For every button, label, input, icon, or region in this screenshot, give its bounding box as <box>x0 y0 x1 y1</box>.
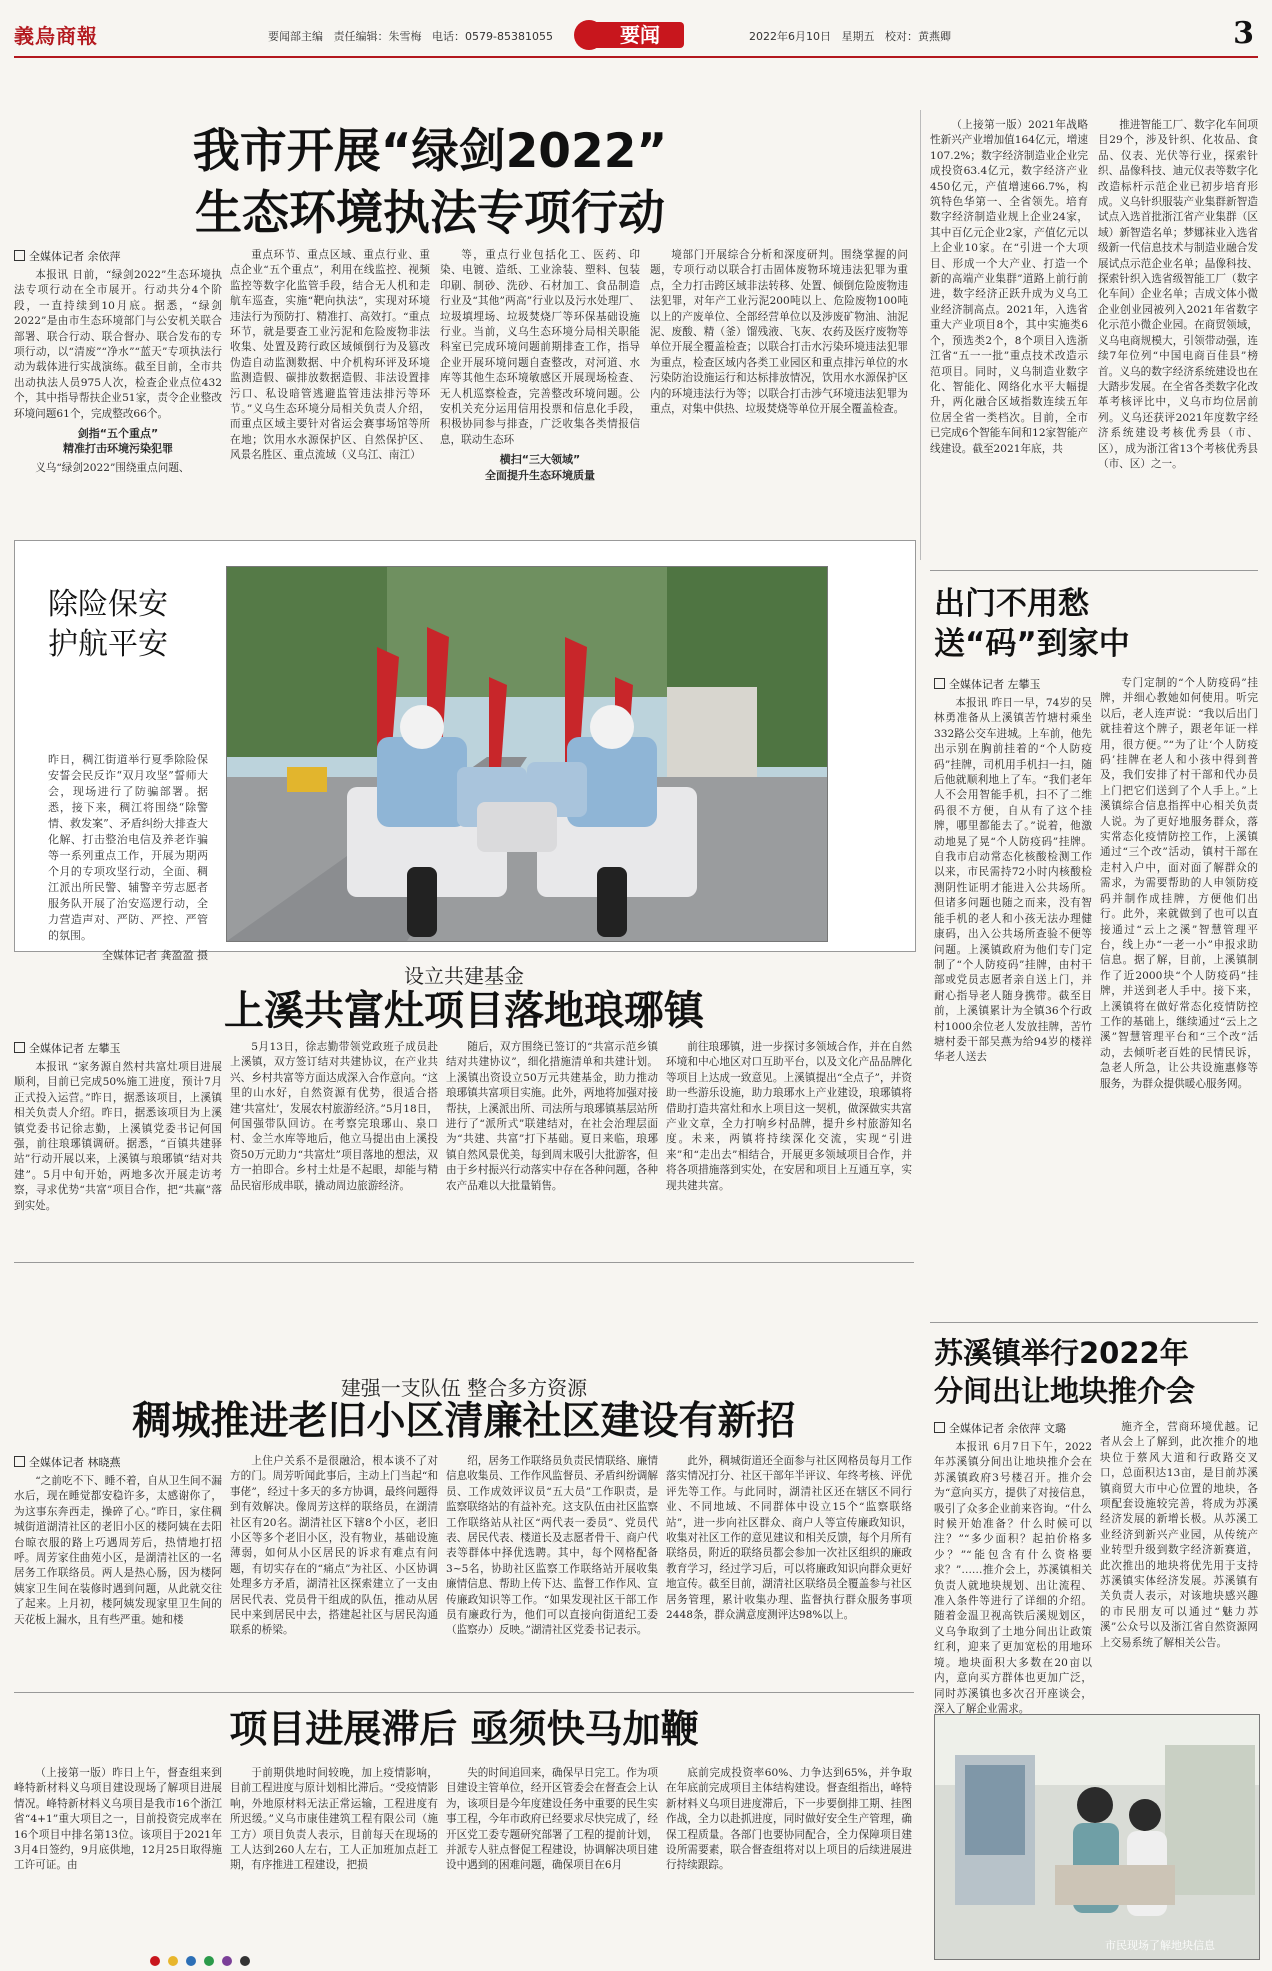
article6-title: 项目进展滞后 亟须快马加鞭 <box>229 1707 699 1751</box>
police-motorcade-photo <box>226 566 828 942</box>
article1-col3-text: 等，重点行业包括化工、医药、印染、电镀、造纸、工业涂装、塑料、包装印刷、制砂、洗砂、石材加工、食品制造行业及“其他”两高”行业以及污水处理厂、垃圾填埋场、垃圾焚烧厂等环保基础设施行业。当前，义乌生态环境分局相关职能科室已完成环境问题前期排查工作，指导企业开展环境问题自查整改，对河道、水库等其他生态环境敏感区开展现场检查、无人机巡察检查，完善整改环境问题。公安机关充分运用信用投票和信息化手段，积极协同参与排查，广泛收集各类情报信息，联动生态环 <box>440 249 640 446</box>
footer-decoration <box>150 1951 1124 1965</box>
article5-byline: 全媒体记者 林晓燕 <box>14 1454 121 1470</box>
article5-title: 稠城推进老旧小区清廉社区建设有新招 <box>132 1399 796 1444</box>
article3-byline: 全媒体记者 左攀玉 <box>14 1040 121 1056</box>
photo-caption-title-line1: 除险保安 <box>48 587 168 622</box>
article6-col2-text: 于前期供地时间较晚，加上疫情影响，目前工程进度与原计划相比滞后。“受疫情影响，外地原材料无法正常运输，工程进度有所迟缓。”义乌市康佳建筑工程有限公司（施工方）项目负责人表示，目前每天在现场的工人达到260人左右，工人正加班加点赶工期，有序推进工程建设，把损 <box>230 1767 438 1872</box>
article6-col3-text: 失的时间追回来，确保早日完工。作为项目建设主管单位，经开区管委会在督查会上认为，该项目是今年度建设任务中重要的民生实事工程，今年市政府已经要求尽快完成了，经开区党工委专题研究部署了工程的提前计划，并派专人驻点督促工程建设，协调解决项目建设中遇到的困难问题，确保项目在6月 <box>446 1767 658 1872</box>
article3-col4-text: 前往琅琊镇，进一步探讨多领域合作，并在自然环境和中心地区对口互助平台，以及文化产品品牌化等项目上达成一致意见。上溪镇提出“全点子”，并资助一些游乐设施，助力琅琊水上产业建设，琅琊镇将借助打造共富灶和水上项目这一契机，做深做实共富产业文章，全力打响乡村品牌，提升乡村旅游知名度。未来，两镇将持续深化交流，实现“引进来”和“走出去”相结合，开展更多领域项目合作，并将各项措施落到实处，在安居和项目上互通互享，实现共建共富。 <box>666 1041 912 1192</box>
article1-title-line1: 我市开展“绿剑2022” <box>192 124 668 179</box>
article1-col1-text: 本报讯 日前，“绿剑2022”生态环境执法专项行动在全市展开。行动共分4个阶段，一直持续到10月底。据悉，“绿剑2022”是由市生态环境部门与公安机关联合部署、联合行动、联合督办、联合发布的专项行动，以“清废”“净水”“蓝天”专项执法行动为载体进行实战演练。截至目前，全市共出动执法人员975人次，检查企业点位432个，其中指导帮扶企业51家，责令企业整改环境问题61个，完成整改66个。 <box>14 269 222 420</box>
issue-date: 2022年6月10日 <box>749 30 831 43</box>
section-divider <box>14 1692 914 1693</box>
article4-col1-text: 本报讯 6月7日下午，2022年苏溪镇分间出让地块推介会在苏溪镇政府3号楼召开。推介会为“意向买方，提供了对接信息，吸引了众多企业前来咨询。“什么时候开始准备？什么时候可以注？”“多少面积？起拍价格多少？”“能包含有什么资格要求？”……推介会上，苏溪镇相关负责人就地块规划、出让流程、准入条件等进行了详细的介绍。随着金温卫视高铁后溪规划区，义乌争取到了土地分间出让政策红利，迎来了更加宽松的用地环境。地块面积大多数在20亩以内，意向买方群体也更加广泛，同时苏溪镇也多次召开座谈会，深入了解企业需求。 <box>934 1441 1092 1715</box>
footer-dot <box>186 1956 196 1966</box>
section-divider <box>930 570 1258 571</box>
land-promotion-illustration <box>935 1715 1259 1959</box>
proofreader: 校对：黄燕卿 <box>885 30 951 43</box>
article2-headline <box>934 584 1130 664</box>
article4-col1 <box>934 1440 1092 1715</box>
article3-kicker: 设立共建基金 <box>404 964 524 988</box>
article1-col2-text: 重点环节、重点区域、重点行业、重点企业“五个重点”，利用在线监控、视频监控等数字化监管手段，结合无人机和走航车巡查，实施“靶向执法”，实现对环境违法行为预防打、精准打、高效打。“重点环节，就是要查工业污泥和危险废物非法收集、处置及跨行政区域倾倒行为及篡改伪造自动监测数据、中介机构环评及环境监测造假、碳排放数据造假、非法设置排污口、私设暗管逃避监管违法排污等环节。”义乌生态环境分局相关负责人介绍，而重点区域主要针对省运会赛事场馆等所在地；饮用水水源保护区、自然保护区、风景名胜区、重点流域（义乌江、南江） <box>230 249 430 462</box>
article5-col4 <box>666 1454 912 1674</box>
photo-caption-body: 昨日，稠江街道举行夏季除险保安誓会民反诈“双月攻坚”誓师大会，现场进行了防骗部署。据悉，接下来，稠江将围绕“除警情、救发案”、矛盾纠纷大排查大化解、打击整治电信及养老诈骗等一系列重点工作，开展为期两个月的专项攻坚行动，全面、稠江派出所民警、辅警辛劳志愿者服务队开展了治安巡逻行动，全力营造声对、严防、严控、严管的氛围。 <box>48 753 208 942</box>
phone: 电话：0579-85381055 <box>432 30 553 43</box>
article3-col2-text: 5月13日，徐志勤带领党政班子成员赴上溪镇，双方签订结对共建协议，在产业共兴、乡村共富等方面达成深入合作意向。“这里的山水好，自然资源有优势，很适合搭建‘共富灶’，发展农村旅游经济。”5月18日，何国强带队回访。在考察完琅琊山、泉口村、金兰水库等地后，他立马提出由上溪投资50万元助力“共富灶”项目落地的想法，双方一拍即合。乡村土灶是不起眼，却能与精品民宿形成串联，撬动周边旅游经济。 <box>230 1041 438 1192</box>
footer-dot <box>168 1956 178 1966</box>
footer-dot <box>204 1956 214 1966</box>
article1-col3 <box>440 248 640 506</box>
article2-col2 <box>1100 676 1258 1314</box>
article1-title-line2: 生态环境执法专项行动 <box>195 186 665 242</box>
bottom-photo-caption: 市民现场了解地块信息 <box>1105 1939 1215 1952</box>
article2-col2-text: 专门定制的“个人防疫码”挂牌，并细心教她如何使用。听完以后，老人连声说：“我以后出门就挂着这个牌子，跟老年证一样用，很方便。”“为了让‘个人防疫码’挂牌在老人和小孩中得到普及，我们安排了村干部和代办员上门把它们送到了个人手上。”上溪镇综合信息指挥中心相关负责人说。为了更好地服务群众，落实常态化疫情防控工作，上溪镇通过“三个改”活动，镇村干部在走村入户中，面对面了解群众的需求，为需要帮助的人申领防疫码并制作成挂牌，方便他们出行。此外，来就做到了也可以直接通过“云上之溪”智慧管理平台，线上办“一老一小”申报求助信息。据了解，目前，上溪镇制作了近2000块“个人防疫码”挂牌，并送到老人手中。接下来，上溪镇将在做好常态化疫情防控工作的基础上，继续通过“云上之溪”智慧管理平台和“三个改”活动，去倾听老百姓的民情民诉，急老人所急，让公共设施惠修等服务，为群众提供暖心服务网。 <box>1100 677 1258 1090</box>
article4-col2 <box>1100 1420 1258 1700</box>
article1-col1 <box>14 268 222 504</box>
article1-byline: 全媒体记者 余依萍 <box>14 248 121 264</box>
article2-title-line2: 送“码”到家中 <box>934 626 1130 662</box>
article6-col1-text: （上接第一版）昨日上午，督查组来到峰特新材料义乌项目建设现场了解项目进展情况。峰特新材料义乌项目是我市16个浙江省“4+1”重大项目之一，目前投资完成率在16个项目中排名第13位。该项目于2021年3月4日签约，9月底供地，12月25日取得施工许可证。由 <box>14 1767 222 1872</box>
article2-title-line1: 出门不用愁 <box>934 586 1089 622</box>
land-promotion-photo <box>934 1714 1260 1960</box>
article6-col1 <box>14 1766 222 1942</box>
footer-dot <box>150 1956 160 1966</box>
article5-kicker: 建强一支队伍 整合多方资源 <box>340 1376 588 1400</box>
article3-col2 <box>230 1040 438 1250</box>
photo-caption-title <box>48 585 168 665</box>
page-number: 3 <box>1233 16 1254 51</box>
issue-weekday: 星期五 <box>841 30 875 43</box>
issue-info <box>749 28 951 44</box>
article1-col4-text: 境部门开展综合分析和深度研判。围绕掌握的问题，专项行动以联合打击固体废物环境违法犯罪为重点，全力打击跨区域非法转移、处置、倾倒危险废物违法犯罪，对年产工业污泥200吨以上、危险废物100吨以上的产废单位、全部经营单位以及涉废矿物油、油泥泥、废酸、精（釜）馏残液、飞灰、农药及医疗废物等单位开展全覆盖检查；以联合打击水污染环境违法犯罪为重点，检查区域内各类工业园区和重点排污单位的水污染防治设施运行和达标排放情况，饮用水水源保护区内的环境违法行为等；以联合打击涉气环境违法犯罪为重点，对集中供热、垃圾焚烧等单位开展全覆盖检查。 <box>650 249 908 416</box>
section-label: 要闻 <box>596 22 684 48</box>
article1-col4 <box>650 248 908 506</box>
article3-col3 <box>446 1040 658 1250</box>
article3-col1 <box>14 1060 222 1250</box>
article1-sub1: 剑指“五个重点” 精准打击环境污染犯罪 <box>63 427 173 456</box>
section-divider <box>14 1262 914 1263</box>
article1-col1b-text: 义乌“绿剑2022”围绕重点问题、 <box>35 461 190 474</box>
footer-dot <box>240 1956 250 1966</box>
article4-col2-text: 施齐全，营商环境优越。记者从会上了解到，此次推介的地块位于蔡风大道和行政路交叉口，总面积达13亩，是目前苏溪镇商贸大市中心位置的地块，各项配套设施较完善，将成为苏溪经济发展的新增长极。从苏溪工业经济到新兴产业园，从传统产业转型升级到数字经济新赛道，此次推出的地块将优先用于支持苏溪镇实体经济发展。苏溪镇有关负责人表示，对该地块感兴趣的市民朋友可以通过“魅力苏溪”公众号以及浙江省自然资源网上交易系统了解相关公告。 <box>1100 1421 1258 1649</box>
duty-editor: 责任编辑：朱雪梅 <box>333 30 422 43</box>
article3-col1-text: 本报讯 “家务源自然村共富灶项目进展顺利，目前已完成50%施工进度，预计7月正式投入运营。”昨日，据悉该项目，上溪镇相关负责人介绍。昨日，据悉该项目为上溪镇党委书记徐志勤，上溪镇党委书记何国强，前往琅琊镇调研。据悉，“百镇共建驿站”行动开展以来，上溪镇与琅琊镇“结对共建”。5月中旬开始，两地多次开展走访考察，寻求优势“共富”项目合作，把“共赢”落到实处。 <box>14 1061 222 1212</box>
section-badge <box>574 20 684 50</box>
article3-col4 <box>666 1040 912 1250</box>
article4-title-line2: 分间出让地块推介会 <box>934 1374 1196 1408</box>
article1-col6-text: 推进智能工厂、数字化车间项目29个，涉及针织、化妆品、食品、仪表、光伏等行业，探索针织、晶像科技、迪元仪表等数字化改造标杆示范企业已初步培育形成。义乌针织服装产业集群新智造试点入选首批浙江省产业集群（区域）新智造名单；梦娜袜业入选省级新一代信息技术与制造业融合发展试点示范企业名单；晶像科技、探索针织入选省级智能工厂（数字化车间）企业名单；吉成文体小微企业创业园被列入2021年省数字化示范小微企业园。在商贸领域，义乌电商规模大，引领带动强，连续7年位列“中国电商百佳县”榜首。义乌的数字经济系统建设也在大踏步发展。在全省各类数字化改革考核评比中，义乌市均位居前列。义乌还获评2021年度数字经济系统建设考核优秀县（市、区），成为浙江省13个考核优秀县（市、区）之一。 <box>1098 119 1258 470</box>
article1-col6 <box>1098 118 1258 528</box>
article4-title-line1: 苏溪镇举行2022年 <box>934 1336 1189 1370</box>
photo-credit: 全媒体记者 龚盈盈 摄 <box>102 949 208 962</box>
article2-col1 <box>934 696 1092 1314</box>
article1-col5-text: （上接第一版）2021年战略性新兴产业增加值164亿元，增速107.2%；数字经济制造业企业完成投资63.4亿元，数字经济产业450亿元，产值增速66.7%，构筑特色华第一、全省领先。培育数字经济制造业规上企业24家，其中百亿元企业2家，产值亿元以上企业10家。在“引进一个大项目、形成一个大产业、打造一个新的高端产业集群”道路上前行前进，数字经济正跃升成为义乌工业经济制高点。2021年，入选省重大产业项目8个，其中实施类6个，预选类2个，8个项目入选浙江省“五一一批”重点技术改造示范项目。同时，义乌制造业数字化、智能化、网络化水平大幅提升，两化融合区域指数连续五年位居全省一类档次。目前，全市已完成6个智能车间和12家智能产线建设。截至2021年底，共 <box>930 119 1088 455</box>
article5-col4-text: 此外，稠城街道还全面参与社区网格员每月工作落实情况打分、社区干部年半评议、年终考核、评优评先等工作。与此同时，湖清社区还在辖区不同行业、不同地域、不同群体中设立15个“监察联络站”，进一步向社区群众、商户人等宣传廉政知识，收集对社区工作的意见建议和相关反馈，每个月所有联络员，附近的联络员都会参加一次社区组织的廉政教育学习，经过学习后，可以将廉政知识向群众更好地宣传。截至目前，湖清社区联络员全覆盖参与社区居务管理，累计收集办理、监督执行群众服务事项2448条，群众满意度测评达98%以上。 <box>666 1455 912 1622</box>
article5-col1 <box>14 1474 222 1674</box>
article3-title: 上溪共富灶项目落地琅琊镇 <box>224 988 704 1034</box>
article1-col2 <box>230 248 430 506</box>
column-divider <box>920 110 921 560</box>
article6-col3 <box>446 1766 658 1942</box>
footer-dot <box>222 1956 232 1966</box>
article5-col3-text: 绍，居务工作联络员负责民情联络、廉情信息收集员、工作作风监督员、矛盾纠纷调解员、工作成效评议员“五大员”工作职责，是监察联络站的有益补充。这支队伍由社区监察工作联络站从社区“两代表一委员”、党员代表、居民代表、楼道长及志愿者骨干、商户代表等群体中择优选聘。其中，每个网格配备3~5名，协助社区监察工作联络站开展收集廉情信息、帮助上传下达、监督工作作风、宣传廉政知识等工作。“如果发现社区干部工作员有廉政行为，他们可以直接向街道纪工委（监察办）反映。”湖清社区党委书记表示。 <box>446 1455 658 1637</box>
article2-byline: 全媒体记者 左攀玉 <box>934 676 1041 692</box>
masthead <box>14 16 1258 51</box>
article6-col4-text: 底前完成投资率60%、力争达到65%，并争取在年底前完成项目主体结构建设。督查组指出，峰特新材料义乌项目进度滞后，下一步要倒排工期、挂图作战，全力以赴抓进度，同时做好安全生产管理，确保工程质量。各部门也要协同配合，全力保障项目建设所需要素，联合督查组将对以上项目的后续进展进行持续跟踪。 <box>666 1767 912 1872</box>
article3-col3-text: 随后，双方围绕已签订的“共富示范乡镇结对共建协议”，细化措施清单和共建计划。上溪镇出资设立50万元共建基金，助力推动琅琊镇共富项目实施。此外，两地将加强对接帮扶，上溪派出所、司法所与琅琊镇基层站所进行了“派所式”联建结对，在社会治理层面为“共建、共富”打下基础。夏日来临，琅琊镇自然风景优美，每到周末吸引大批游客，但由于乡村振兴行动落实中存在各种问题，各种农产品难以大批量销售。 <box>446 1041 658 1192</box>
article2-col1-text: 本报讯 昨日一早，74岁的吴林勇准备从上溪镇苦竹塘村乘坐332路公交车进城。上车前，他先出示别在胸前挂着的“个人防疫码”挂牌，司机用手机扫一扫，随后他就顺利地上了车。“我们老年人不会用智能手机，扫不了二维码很不方便，自从有了这个挂牌，哪里都能去了。”说着，他激动地晃了晃“个人防疫码”挂牌。自我市启动常态化核酸检测工作以来，市民需持72小时内核酸检测阴性证明才能进入公共场所。但诸多问题也随之而来，没有智能手机的老人和小孩无法办理健康码，出入公共场所查验不便等问题。上溪镇政府为他们专门定制了“个人防疫码”挂牌，由村干部或党员志愿者亲自送上门，并耐心指导老人随身携带。截至目前，上溪镇累计为全镇36个行政村1000余位老人发放挂牌，苦竹塘村委干部吴燕为给94岁的楼祥华老人送去 <box>934 697 1092 1064</box>
police-motorcade-illustration <box>227 567 827 941</box>
article5-col1-text: “之前吃不下、睡不着，自从卫生间不漏水后，现在睡觉都安稳许多，太感谢你了，为这事东奔西走，操碎了心。”昨日，家住稠城街道湖清社区的老旧小区的楼阿姨在去阳台晾衣服的路上巧遇周芳后，热情地打招呼。周芳家住曲苑小区，是湖清社区的一名居务工作联络员。两人是热心肠，因为楼阿姨家卫生间在装修时遇到问题，从此就交往了起来。上月初，楼阿姨发现家里卫生间的天花板上漏水，且有些严重。她和楼 <box>14 1475 222 1626</box>
article6-col2 <box>230 1766 438 1942</box>
article5-col3 <box>446 1454 658 1674</box>
article5-col2 <box>230 1454 438 1674</box>
article4-byline: 全媒体记者 余依萍 文璐 <box>934 1420 1066 1436</box>
masthead-rule <box>14 56 1258 58</box>
section-divider <box>930 1322 1258 1323</box>
newspaper-logo: 義烏商報 <box>14 24 98 48</box>
article1-col5 <box>930 118 1088 528</box>
article1-sub2: 横扫“三大领域” 全面提升生态环境质量 <box>485 453 595 482</box>
article6-col4 <box>666 1766 912 1942</box>
editor-info <box>268 28 553 44</box>
article1-headline <box>150 125 710 241</box>
editor: 要闻部主编 <box>268 30 323 43</box>
article4-headline <box>934 1334 1195 1410</box>
photo-caption-title-line2: 护航平安 <box>48 627 168 662</box>
photo-caption-text <box>48 752 208 964</box>
article5-col2-text: 上住户关系不是很融洽，根本谈不了对方的门。周芳听闻此事后，主动上门当起“和事佬”，经过十多天的多方协调，最终问题得到有效解决。像周芳这样的联络员，在湖清社区有20名。湖清社区下辖8个小区，老旧小区等多个老旧小区，没有物业，基础设施薄弱，如何从小区居民的诉求有难点有问题，有切实存在的“痛点”为社区、小区协调处理多方矛盾，湖清社区探索建立了一支由居民代表、党员骨干组成的队伍，推动从居民中来到居民中去，搭建起社区与居民沟通联系的桥梁。 <box>230 1455 438 1637</box>
